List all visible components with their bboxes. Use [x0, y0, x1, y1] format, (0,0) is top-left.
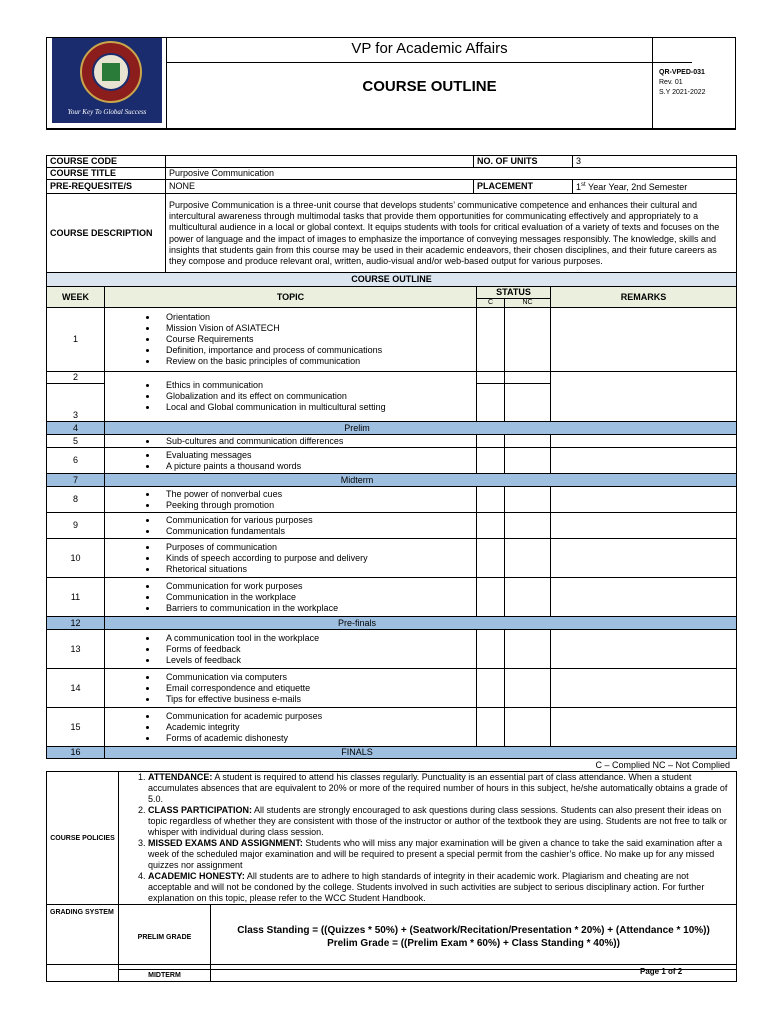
- course-policies: [119, 772, 737, 905]
- course-outline-table: [46, 272, 737, 759]
- topic-item: • Course Requirements: [158, 334, 473, 345]
- topic-item: • Local and Global communication in multicultural setting: [158, 402, 473, 413]
- topic-item: • Communication for work purposes: [158, 581, 473, 592]
- topic-item: • Purposes of communication: [158, 542, 473, 553]
- topic-item: • Definition, importance and process of communications: [158, 345, 473, 356]
- topic-item: • Email correspondence and etiquette: [158, 683, 473, 694]
- doc-code: QR-VPED-031: [659, 69, 705, 76]
- topic-item: • Communication fundamentals: [158, 526, 473, 537]
- topic-item: • Ethics in communication: [158, 380, 473, 391]
- table-row: 3: [47, 384, 737, 422]
- topic-item: • Communication via computers: [158, 672, 473, 683]
- course-code-value: [166, 156, 474, 168]
- course-description: Purposive Communication is a three-unit course that develops students’ communicative competence and enhances their cultural and intercultural awareness through multimodal tasks that provide them opportunities for communicating effectively and appropriately to a multicultural audience in a local or global context. It equips students with tools for critical evaluation of a variety of texts and focuses on the power of language and the impact of images to emphasize the importance of conveying messages responsibly. The knowledge, skills and insights that students gain from this course may be used in their academic endeavors, their chosen disciplines, and their future careers as they compose and produce relevant oral, written, audio-visual and/or web-based output for various purposes.: [166, 194, 737, 274]
- topic-item: • Mission Vision of ASIATECH: [158, 323, 473, 334]
- topic-item: • Forms of academic dishonesty: [158, 733, 473, 744]
- table-row: 10 • Purposes of communication • Kinds of speech according to purpose and delivery • Rhetorical situations: [47, 539, 737, 578]
- table-row: 9 • Communication for various purposes • Communication fundamentals: [47, 513, 737, 539]
- topic-item: • Orientation: [158, 312, 473, 323]
- outline-section-title: COURSE OUTLINE: [47, 273, 737, 287]
- table-row: 2 • Ethics in communication • Globalization and its effect on communication • Local and Global communication in multicultural setting: [47, 372, 737, 384]
- prelim-grade-label: PRELIM GRADE: [119, 905, 211, 970]
- col-c: C: [477, 299, 505, 308]
- topic-item: • The power of nonverbal cues: [158, 489, 473, 500]
- table-row: 1 • Orientation • Mission Vision of ASIATECH • Course Requirements • Definition, importance and process of communications • Review on the basic principles of communication: [47, 308, 737, 372]
- page-number: Page 1 of 2: [640, 967, 683, 976]
- policy-item: 2. CLASS PARTICIPATION: All students are strongly encouraged to ask questions during class sessions. Students can also present their ideas on topic regardless of whether they are consistent with those of the instructor or author of the textbook they are using. Students are not free to talk or whisper with individual during class session.: [148, 805, 733, 838]
- topic-item: • Rhetorical situations: [158, 564, 473, 575]
- topic-item: • A picture paints a thousand words: [158, 461, 473, 472]
- school-logo: [52, 38, 162, 123]
- grading-formula: Class Standing = ((Quizzes * 50%) + (Seatwork/Recitation/Presentation * 20%) + (Attendance * 10%)) Prelim Grade = ((Prelim Exam * 60%) + Class Standing * 40%)): [211, 905, 737, 970]
- revision: Rev. 01: [659, 79, 683, 86]
- course-title-value: Purposive Communication: [166, 168, 737, 180]
- table-row: 11 • Communication for work purposes • Communication in the workplace • Barriers to communication in the workplace: [47, 578, 737, 617]
- doc-code-cell: [652, 38, 737, 128]
- topic-item: • Levels of feedback: [158, 655, 473, 666]
- policies-table: [46, 771, 737, 982]
- exam-row: 7 Midterm: [47, 474, 737, 487]
- grading-system-label: GRADING SYSTEM: [47, 905, 119, 982]
- office-name: VP for Academic Affairs: [351, 40, 508, 57]
- logo-cell: [47, 38, 167, 128]
- table-row: 8 • The power of nonverbal cues • Peeking through promotion: [47, 487, 737, 513]
- policy-item: 1. ATTENDANCE: A student is required to attend his classes regularly. Punctuality is an essential part of class attendance. When a student accumulates absences that are equivalent to 20% or more of the required number of hours in this subject, he/she automatically obtains a grade of 5.0.: [148, 772, 733, 805]
- topic-item: • Tips for effective business e-mails: [158, 694, 473, 705]
- policy-item: 3. MISSED EXAMS AND ASSIGNMENT: Students who will miss any major examination will be given a chance to take the said examination after a week of the scheduled major examination and will be required to present a special permit from the cashier’s office. No make up for any missed quizzes nor assignment: [148, 838, 733, 871]
- policy-item: 4. ACADEMIC HONESTY: All students are to adhere to high standards of integrity in their academic work. Plagiarism and cheating are not acceptable and will not be condoned by the college. Students involved in such activities are subject to serious disciplinary action. For further explanation on this topic, please refer to the WCC Student Handbook.: [148, 871, 733, 904]
- topic-item: • Peeking through promotion: [158, 500, 473, 511]
- prereq-value: NONE: [166, 180, 474, 194]
- table-row: 15 • Communication for academic purposes • Academic integrity • Forms of academic dishonesty: [47, 708, 737, 747]
- midterm-label: MIDTERM: [119, 970, 211, 982]
- topic-item: • Communication for academic purposes: [158, 711, 473, 722]
- col-topic: TOPIC: [105, 287, 477, 308]
- prereq-label: PRE-REQUESITE/S: [47, 180, 166, 194]
- topic-item: • Globalization and its effect on communication: [158, 391, 473, 402]
- topic-item: • Kinds of speech according to purpose and delivery: [158, 553, 473, 564]
- course-title-label: COURSE TITLE: [47, 168, 166, 180]
- document-header: [46, 37, 736, 129]
- table-row: 5 • Sub-cultures and communication differences: [47, 435, 737, 448]
- topic-list: [105, 372, 477, 422]
- topic-item: • A communication tool in the workplace: [158, 633, 473, 644]
- table-row: 6 • Evaluating messages • A picture paints a thousand words: [47, 448, 737, 474]
- logo-tagline: Your Key To Global Success: [67, 108, 147, 116]
- exam-row: 16 FINALS: [47, 747, 737, 759]
- col-nc: NC: [505, 299, 551, 308]
- table-row: 14 • Communication via computers • Email correspondence and etiquette • Tips for effective business e-mails: [47, 669, 737, 708]
- units-value: 3: [573, 156, 737, 168]
- course-info-table: [46, 155, 737, 274]
- status-legend: C – Complied NC – Not Complied: [595, 760, 730, 770]
- topic-item: • Evaluating messages: [158, 450, 473, 461]
- course-policies-label: COURSE POLICIES: [47, 772, 119, 905]
- topic-item: • Communication for various purposes: [158, 515, 473, 526]
- school-year: S.Y 2021-2022: [659, 89, 706, 96]
- topic-item: • Barriers to communication in the workplace: [158, 603, 473, 614]
- table-row: 13 • A communication tool in the workplace • Forms of feedback • Levels of feedback: [47, 630, 737, 669]
- col-week: WEEK: [47, 287, 105, 308]
- topic-item: • Communication in the workplace: [158, 592, 473, 603]
- topic-item: • Sub-cultures and communication differences: [158, 436, 473, 447]
- placement-label: PLACEMENT: [474, 180, 573, 194]
- topic-item: • Review on the basic principles of communication: [158, 356, 473, 367]
- logo-seal: [80, 41, 142, 103]
- placement-value: 1st Year Year, 2nd Semester: [573, 180, 737, 194]
- course-code-label: COURSE CODE: [47, 156, 166, 168]
- topic-item: • Forms of feedback: [158, 644, 473, 655]
- col-status: STATUS: [477, 287, 551, 299]
- exam-row: 12 Pre-finals: [47, 617, 737, 630]
- col-remarks: REMARKS: [551, 287, 737, 308]
- topic-item: • Academic integrity: [158, 722, 473, 733]
- course-description-label: COURSE DESCRIPTION: [47, 194, 166, 274]
- page-title: COURSE OUTLINE: [362, 78, 497, 95]
- units-label: NO. OF UNITS: [474, 156, 573, 168]
- exam-row: 4 Prelim: [47, 422, 737, 435]
- topic-list: [105, 308, 477, 372]
